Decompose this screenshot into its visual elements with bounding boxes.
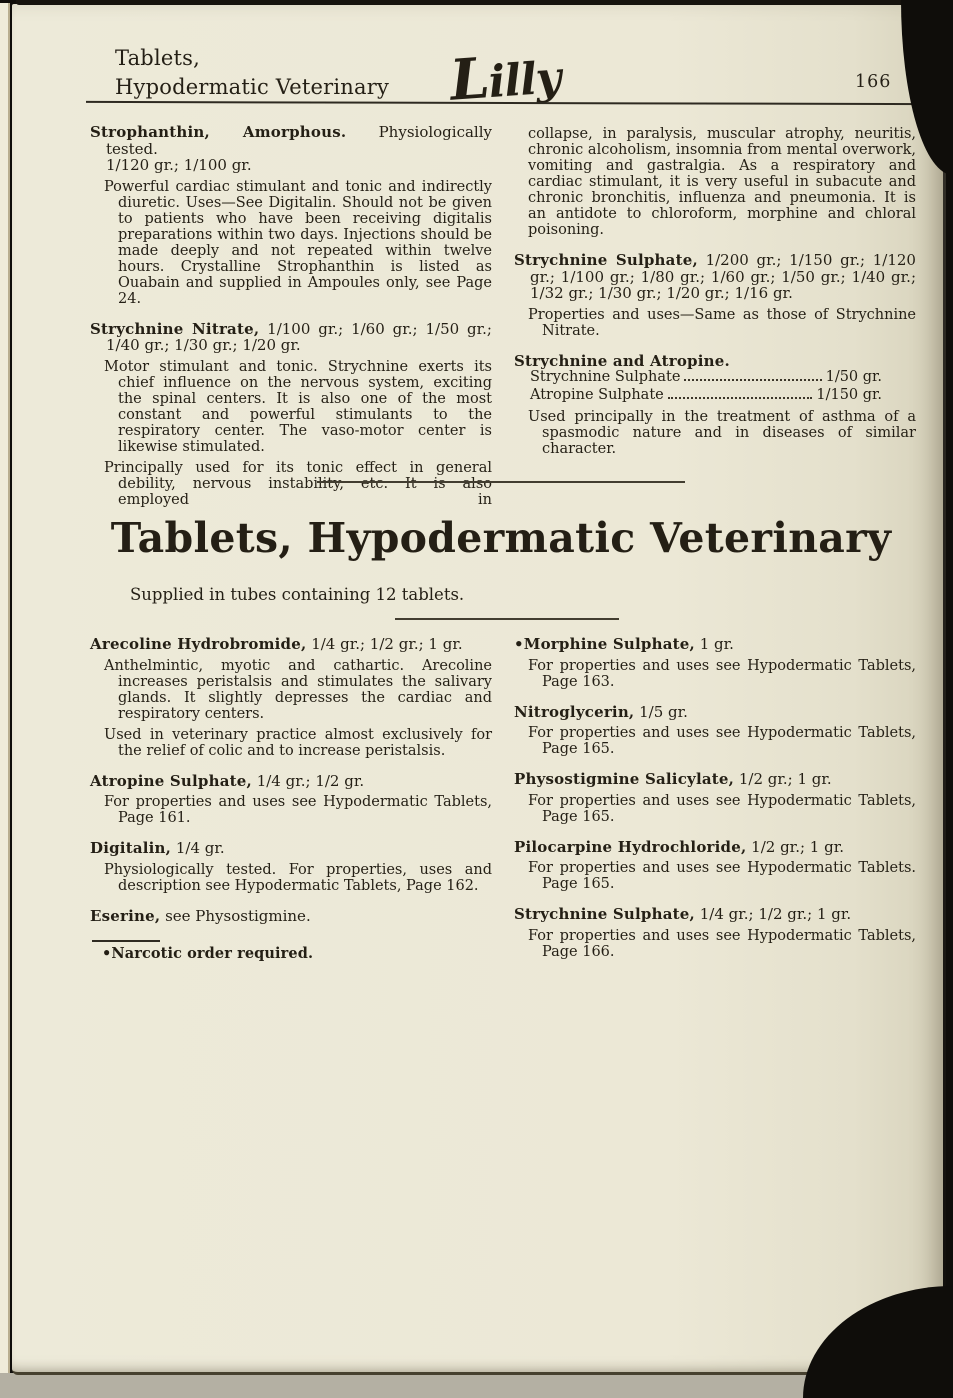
dot-leader bbox=[668, 397, 813, 399]
entry-name: Nitroglycerin, bbox=[514, 702, 635, 721]
entry-name: Strychnine Nitrate, bbox=[90, 319, 260, 338]
bottom-section bbox=[90, 636, 916, 974]
entry-paragraph: Anthelmintic, myotic and cathartic. Arecoline increases peristalsis and stimulates the salivary glands. It slightly depresses the cardiac and respiratory centers. bbox=[104, 657, 492, 722]
entry-dose: 1/100 gr.; 1/60 gr.; 1/50 gr.; 1/40 gr.; 1/30 gr.; 1/20 gr. bbox=[106, 319, 492, 354]
entry-name: Strychnine Sulphate, bbox=[514, 905, 695, 923]
entry-dose: 1 gr. bbox=[699, 635, 734, 653]
entry-name: Eserine, bbox=[90, 906, 161, 925]
dot-leader bbox=[684, 379, 821, 381]
entry-lead: Physiologically tested. bbox=[106, 123, 492, 158]
narcotic-footnote bbox=[90, 940, 492, 962]
top-left-column bbox=[90, 124, 492, 522]
entry-heading bbox=[90, 773, 492, 790]
entry-name: Digitalin, bbox=[90, 839, 172, 857]
running-header-line1: Tablets, bbox=[115, 46, 200, 70]
page-number: 166 bbox=[855, 72, 892, 92]
formula-quantity: 1/50 gr. bbox=[825, 369, 882, 385]
entry-dose: 1/2 gr.; 1 gr. bbox=[751, 837, 844, 856]
entry-heading bbox=[90, 840, 492, 857]
entry-dose: 1/5 gr. bbox=[639, 702, 688, 721]
entry-dose: 1/4 gr.; 1/2 gr.; 1 gr. bbox=[311, 635, 463, 653]
formula-row bbox=[514, 369, 916, 387]
entry-name: Pilocarpine Hydrochloride, bbox=[514, 837, 747, 856]
entry-morphine-sulphate bbox=[514, 636, 916, 690]
entry-dose: 1/120 gr.; 1/100 gr. bbox=[106, 156, 252, 174]
entry-heading bbox=[90, 321, 492, 354]
entry-heading bbox=[514, 906, 916, 923]
section-title: Tablets, Hypodermatic Veterinary bbox=[110, 514, 892, 562]
catalog-page bbox=[12, 4, 946, 1375]
entry-nitroglycerin bbox=[514, 704, 916, 758]
entry-strychnine-sulphate-vet bbox=[514, 906, 916, 960]
entry-dose: 1/4 gr.; 1/2 gr.; 1 gr. bbox=[699, 905, 852, 923]
entry-name: Arecoline Hydrobromide, bbox=[90, 635, 307, 653]
top-section bbox=[90, 124, 916, 522]
entry-dose: 1/4 gr.; 1/2 gr. bbox=[256, 771, 365, 790]
entry-paragraph: Motor stimulant and tonic. Strychnine exerts its chief influence on the nervous system, exciting the spinal centers. It is also one of the most constant and powerful stimulants to the respiratory center. The vaso-motor center is likewise stimulated. bbox=[104, 358, 492, 455]
top-right-column bbox=[514, 124, 916, 522]
entry-dose: 1/4 gr. bbox=[175, 839, 225, 857]
entry-physostigmine-salicylate bbox=[514, 771, 916, 825]
section-subtitle: Supplied in tubes containing 12 tablets. bbox=[130, 585, 465, 604]
entry-heading bbox=[90, 124, 492, 157]
entry-paragraph: Powerful cardiac stimulant and tonic and indirectly diuretic. Uses—See Digitalin. Should not be given to patients who have been receiving digitalis preparations within two days. Injections should be made deeply and not repeated within twelve hours. Crystalline Strophanthin is listed as Ouabain and supplied in Ampoules only, see Page 24. bbox=[104, 178, 492, 307]
running-header-line2: Hypodermatic Veterinary bbox=[115, 75, 390, 99]
entry-name: Strychnine and Atropine. bbox=[514, 351, 730, 370]
entry-heading bbox=[514, 252, 916, 302]
entry-paragraph: For properties and uses see Hypodermatic Tablets, Page 165. bbox=[528, 792, 916, 825]
entry-digitalin bbox=[90, 840, 492, 894]
entry-paragraph: Principally used for its tonic effect in general debility, nervous instability, etc. It is also employed in bbox=[104, 459, 492, 508]
entry-paragraph: Properties and uses—Same as those of Strychnine Nitrate. bbox=[528, 306, 916, 339]
entry-arecoline bbox=[90, 636, 492, 759]
entry-dose: 1/2 gr.; 1 gr. bbox=[738, 770, 832, 788]
footnote-rule bbox=[92, 940, 160, 942]
formula-ingredient: Atropine Sulphate bbox=[530, 386, 664, 403]
entry-heading bbox=[514, 839, 916, 856]
entry-heading bbox=[514, 636, 916, 653]
entry-name: •Morphine Sulphate, bbox=[514, 635, 695, 653]
entry-strychnine-and-atropine bbox=[514, 353, 916, 458]
formula-row bbox=[514, 387, 916, 405]
entry-name: Strychnine Sulphate, bbox=[514, 251, 698, 269]
entry-paragraph: For properties and uses see Hypodermatic Tablets. Page 165. bbox=[528, 860, 916, 892]
entry-heading bbox=[90, 636, 492, 653]
footnote-text: •Narcotic order required. bbox=[102, 945, 314, 962]
bottom-right-column bbox=[514, 636, 916, 974]
entry-name: Atropine Sulphate, bbox=[90, 771, 252, 790]
entry-paragraph: Physiologically tested. For properties, uses and description see Hypodermatic Tablets, Page 162. bbox=[104, 861, 492, 894]
formula-ingredient: Strychnine Sulphate bbox=[530, 369, 681, 385]
entry-cross-reference: see Physostigmine. bbox=[165, 906, 311, 925]
entry-paragraph: Used principally in the treatment of asthma of a spasmodic nature and in diseases of similar character. bbox=[528, 409, 916, 457]
entry-paragraph: For properties and uses see Hypodermatic Tablets, Page 163. bbox=[528, 657, 916, 690]
continuation-paragraph: collapse, in paralysis, muscular atrophy, neuritis, chronic alcoholism, insomnia from mental overwork, vomiting and gastralgia. As a respiratory and cardiac stimulant, it is very useful in subacute and chronic bronchitis, influenza and pneumonia. It is an antidote to chloroform, morphine and chloral poisoning. bbox=[528, 126, 916, 238]
binding-shadow-right-edge bbox=[943, 165, 953, 1398]
entry-heading bbox=[90, 908, 492, 925]
entry-pilocarpine-hydrochloride bbox=[514, 839, 916, 893]
formula-quantity: 1/150 gr. bbox=[816, 386, 882, 403]
entry-atropine-sulphate bbox=[90, 773, 492, 827]
entry-heading bbox=[514, 771, 916, 788]
entry-strychnine-sulphate bbox=[514, 252, 916, 339]
entry-dose: 1/200 gr.; 1/150 gr.; 1/120 gr.; 1/100 gr.; 1/80 gr.; 1/60 gr.; 1/50 gr.; 1/40 gr.; 1/32 gr.; 1/30 gr.; 1/20 gr.; 1/16 gr. bbox=[530, 251, 916, 302]
entry-paragraph: For properties and uses see Hypodermatic Tablets, Page 161. bbox=[104, 794, 492, 826]
entry-heading bbox=[514, 704, 916, 721]
bottom-left-column bbox=[90, 636, 492, 974]
entry-paragraph: Used in veterinary practice almost exclusively for the relief of colic and to increase peristalsis. bbox=[104, 726, 492, 759]
entry-paragraph: For properties and uses see Hypodermatic Tablets, Page 165. bbox=[528, 725, 916, 757]
entry-heading bbox=[514, 353, 916, 370]
entry-name: Strophanthin, Amorphous. bbox=[90, 123, 347, 141]
running-header bbox=[115, 44, 389, 102]
section-divider bbox=[317, 481, 685, 483]
entry-strophanthin bbox=[90, 124, 492, 307]
top-binding-line bbox=[16, 0, 953, 5]
entry-paragraph: For properties and uses see Hypodermatic Tablets, Page 166. bbox=[528, 927, 916, 960]
previous-page-edge bbox=[0, 3, 10, 1373]
lilly-script-logo: Lilly bbox=[447, 45, 563, 114]
entry-name: Physostigmine Salicylate, bbox=[514, 770, 735, 788]
entry-eserine bbox=[90, 908, 492, 925]
entry-strychnine-nitrate bbox=[90, 321, 492, 508]
section-divider bbox=[395, 618, 619, 620]
